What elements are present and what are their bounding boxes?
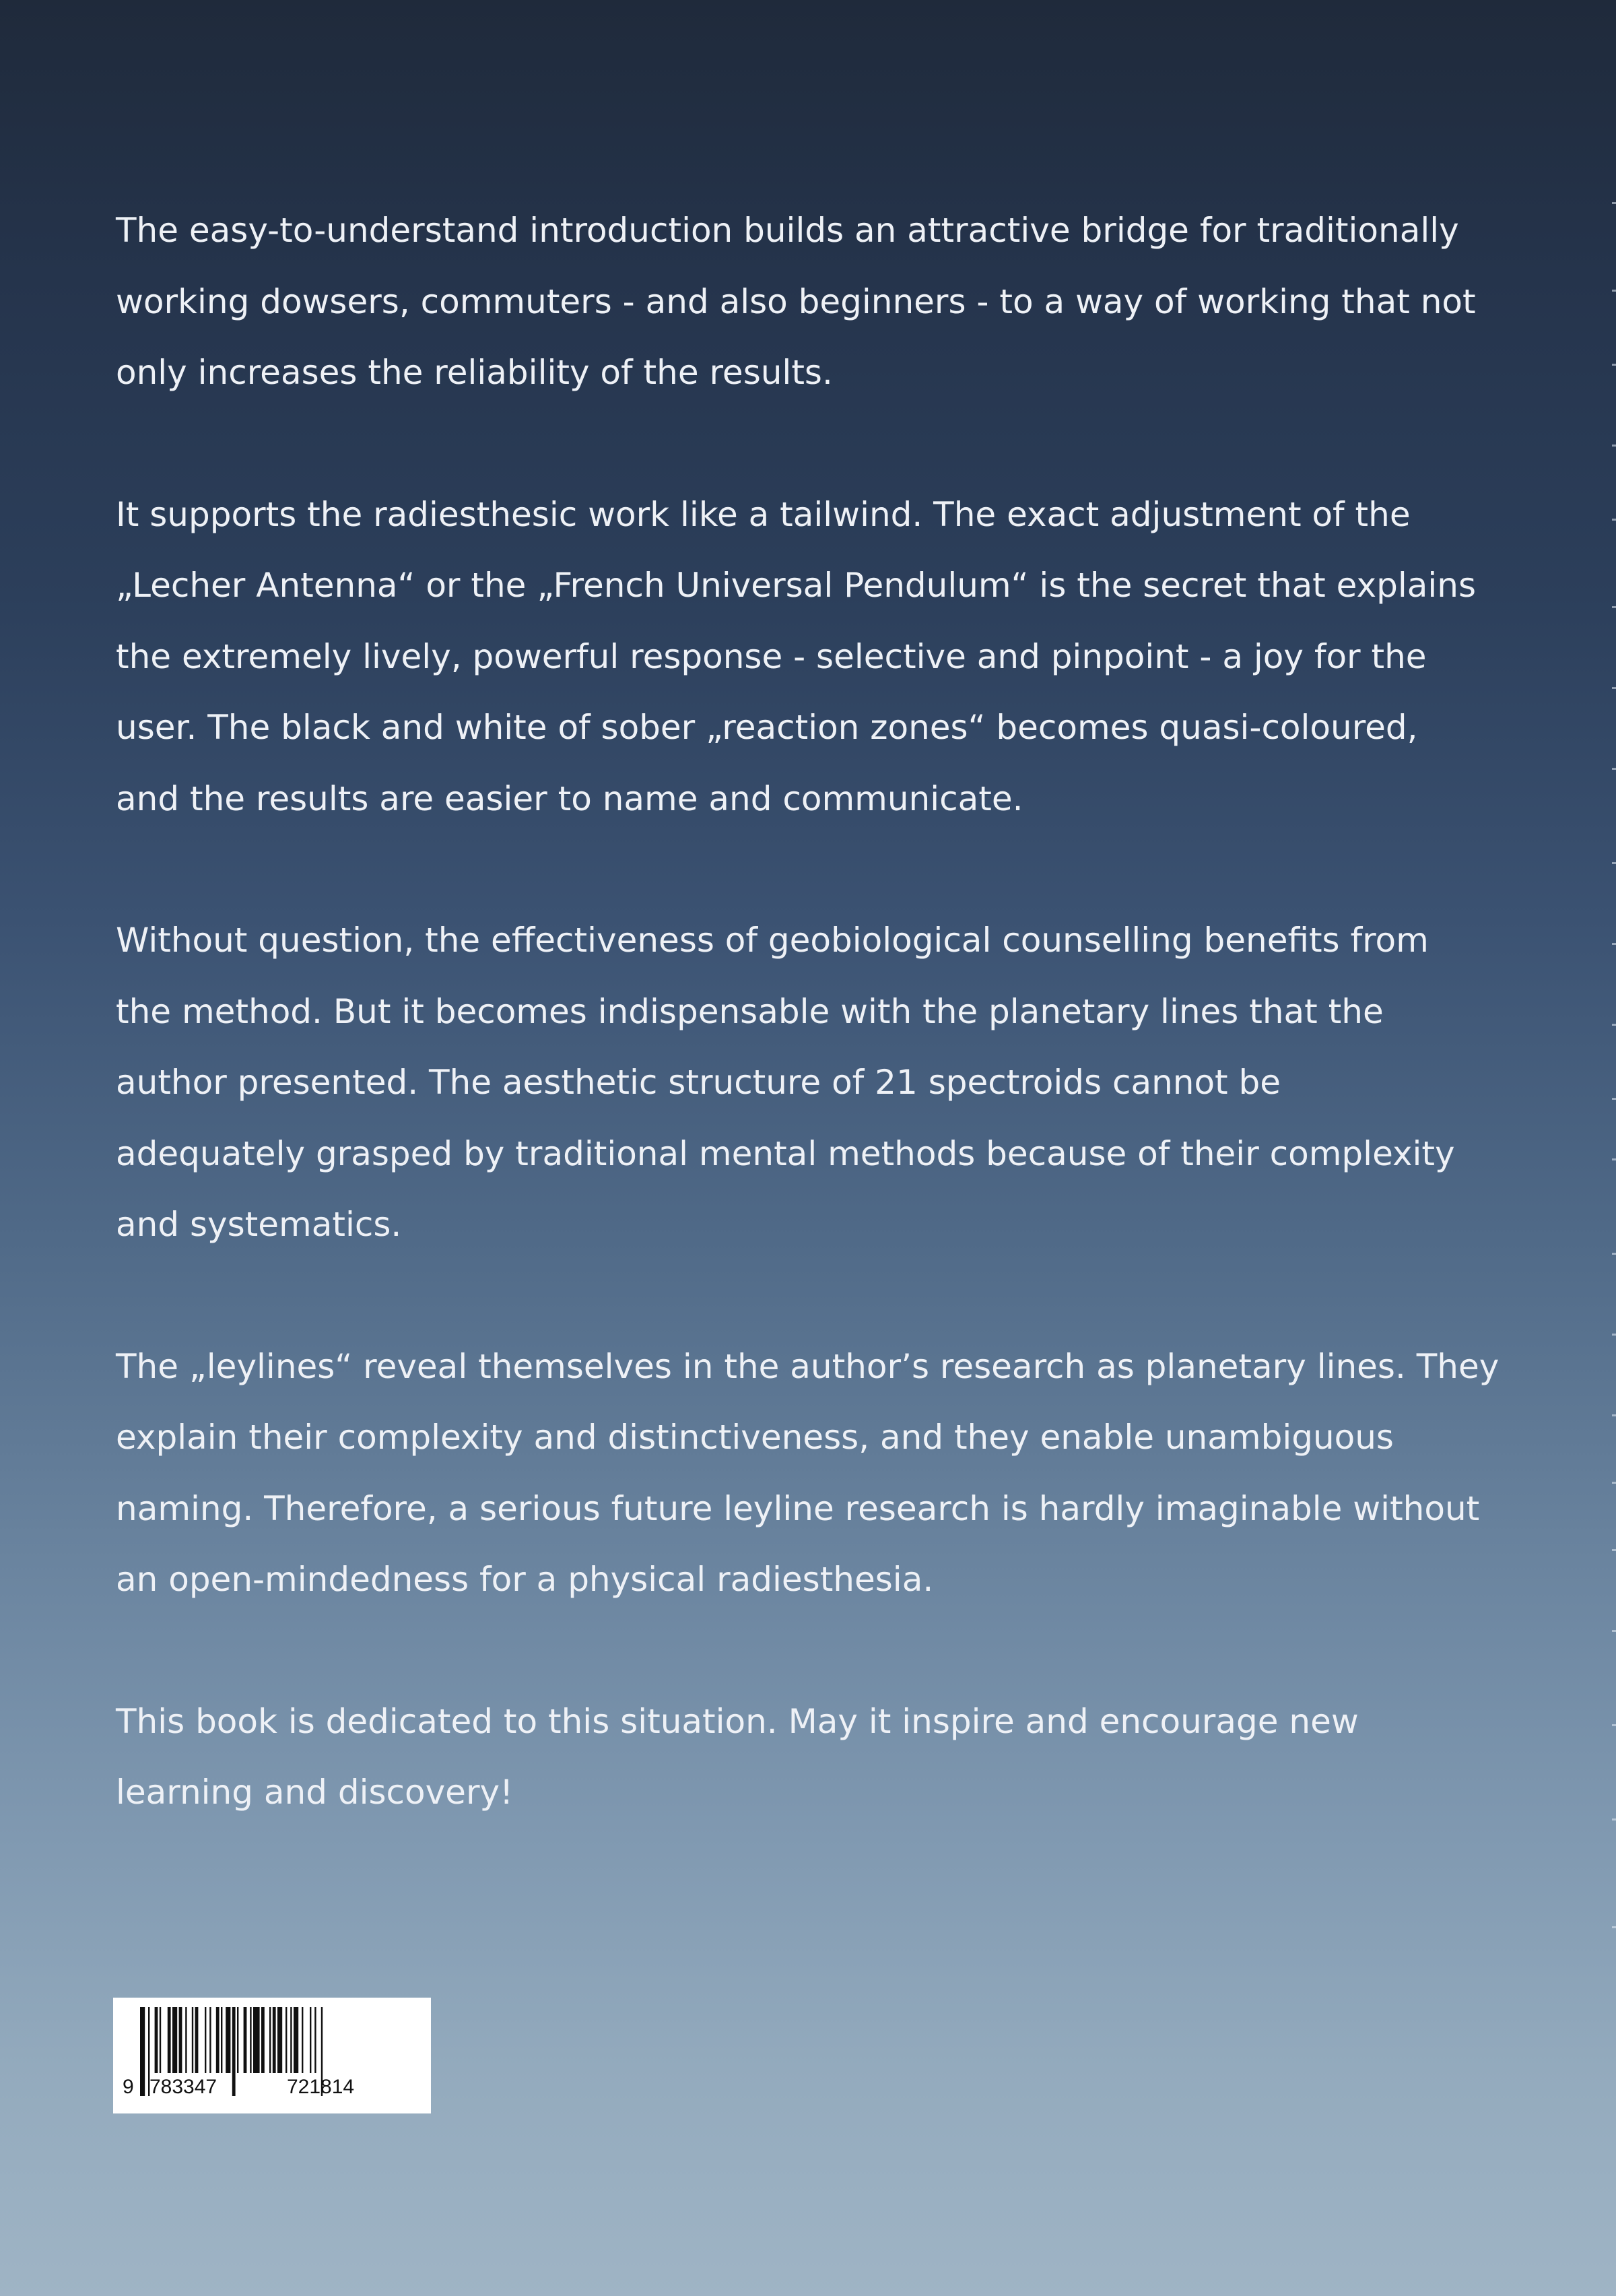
spine-tick: [1612, 1334, 1616, 1336]
barcode-bar: [269, 2007, 271, 2073]
text-line: only increases the reliability of the results.: [116, 353, 833, 392]
spine-tick: [1612, 862, 1616, 864]
spine-tick: [1612, 1098, 1616, 1100]
barcode-bar: [179, 2007, 182, 2073]
text-line: The „leylines“ reveal themselves in the author’s research as planetary lines. They: [116, 1346, 1500, 1386]
spine-tick: [1612, 364, 1616, 366]
barcode-bar: [244, 2007, 247, 2073]
text-line: It supports the radiesthesic work like a tailwind. The exact adjustment of the: [116, 494, 1411, 534]
barcode-bar: [192, 2007, 193, 2073]
barcode-bar: [221, 2007, 222, 2073]
barcode-bar: [160, 2007, 161, 2073]
barcode-bar: [261, 2007, 265, 2073]
text-line: This book is dedicated to this situation. May it inspire and encourage new: [116, 1701, 1359, 1741]
text-line: the method. But it becomes indispensable with the planetary lines that the: [116, 991, 1384, 1031]
barcode-bar: [294, 2007, 298, 2073]
text-line: Without question, the effectiveness of geobiological counselling benefits from: [116, 921, 1429, 960]
spine-tick: [1612, 606, 1616, 608]
barcode-bar: [195, 2007, 199, 2073]
spine-tick: [1612, 687, 1616, 689]
text-line: learning and discovery!: [116, 1773, 514, 1812]
text-line: naming. Therefore, a serious future leyline research is hardly imaginable without: [116, 1488, 1480, 1528]
spine-tick: [1612, 1253, 1616, 1255]
blurb-paragraph-5: [116, 1686, 1523, 1829]
spine-tick: [1612, 1414, 1616, 1416]
barcode-bar: [209, 2007, 211, 2073]
barcode-bar: [155, 2007, 158, 2073]
barcode-digits-right: 721814: [287, 2076, 355, 2098]
barcode-bar: [237, 2007, 238, 2073]
barcode-bar: [250, 2007, 251, 2073]
barcode-bar: [140, 2007, 145, 2096]
barcode-bar: [226, 2007, 230, 2073]
text-line: working dowsers, commuters - and also beginners - to a way of working that not: [116, 282, 1476, 321]
spine-tick: [1612, 943, 1616, 945]
barcode-digits-left: 783347: [149, 2076, 217, 2098]
text-line: an open-mindedness for a physical radiesthesia.: [116, 1560, 934, 1599]
barcode-bar: [168, 2007, 171, 2073]
spine-tick: [1612, 1926, 1616, 1928]
isbn-barcode: [113, 1998, 431, 2113]
spine-tick: [1612, 1024, 1616, 1026]
barcode-bar: [205, 2007, 206, 2073]
spine-tick: [1612, 1724, 1616, 1726]
text-line: the extremely lively, powerful response - selective and pinpoint - a joy for the: [116, 636, 1427, 676]
barcode-bar: [285, 2007, 287, 2073]
spine-tick: [1612, 1549, 1616, 1551]
blurb-paragraph-1: [116, 195, 1523, 409]
spine-tick: [1612, 768, 1616, 770]
barcode-bar: [253, 2007, 260, 2073]
barcode-bar: [310, 2007, 311, 2073]
blurb-paragraph-2: [116, 480, 1523, 835]
text-line: „Lecher Antenna“ or the „French Universal Pendulum“ is the secret that explains: [116, 566, 1477, 605]
spine-tick: [1612, 519, 1616, 521]
barcode-digit-first: 9: [123, 2076, 134, 2098]
barcode-bar: [185, 2007, 187, 2073]
spine-tick: [1612, 445, 1616, 447]
text-line: explain their complexity and distinctiveness, and they enable unambiguous: [116, 1418, 1394, 1457]
text-line: and the results are easier to name and communicate.: [116, 779, 1023, 818]
barcode-bar: [302, 2007, 303, 2073]
barcode-bar: [232, 2007, 236, 2096]
barcode-bar: [277, 2007, 282, 2073]
barcode-bar: [273, 2007, 276, 2073]
spine-tick: [1612, 1158, 1616, 1160]
spine-tick: [1612, 1630, 1616, 1632]
spine-tick: [1612, 290, 1616, 292]
spine-tick: [1612, 1818, 1616, 1821]
blurb-text: [116, 195, 1523, 1899]
barcode-bar: [172, 2007, 177, 2073]
blurb-paragraph-4: [116, 1332, 1523, 1616]
spine-edge-marks: [1611, 202, 1616, 2021]
barcode-bar: [290, 2007, 292, 2073]
blurb-paragraph-3: [116, 905, 1523, 1261]
text-line: adequately grasped by traditional mental methods because of their complexity: [116, 1134, 1455, 1173]
spine-tick: [1612, 1482, 1616, 1484]
text-line: author presented. The aesthetic structure of 21 spectroids cannot be: [116, 1063, 1281, 1102]
text-line: and systematics.: [116, 1205, 402, 1244]
barcode-bar: [216, 2007, 220, 2073]
text-line: The easy-to-understand introduction builds an attractive bridge for traditionally: [116, 211, 1459, 250]
text-line: user. The black and white of sober „reaction zones“ becomes quasi-coloured,: [116, 708, 1418, 747]
barcode-bar: [314, 2007, 316, 2073]
spine-tick: [1612, 202, 1616, 204]
